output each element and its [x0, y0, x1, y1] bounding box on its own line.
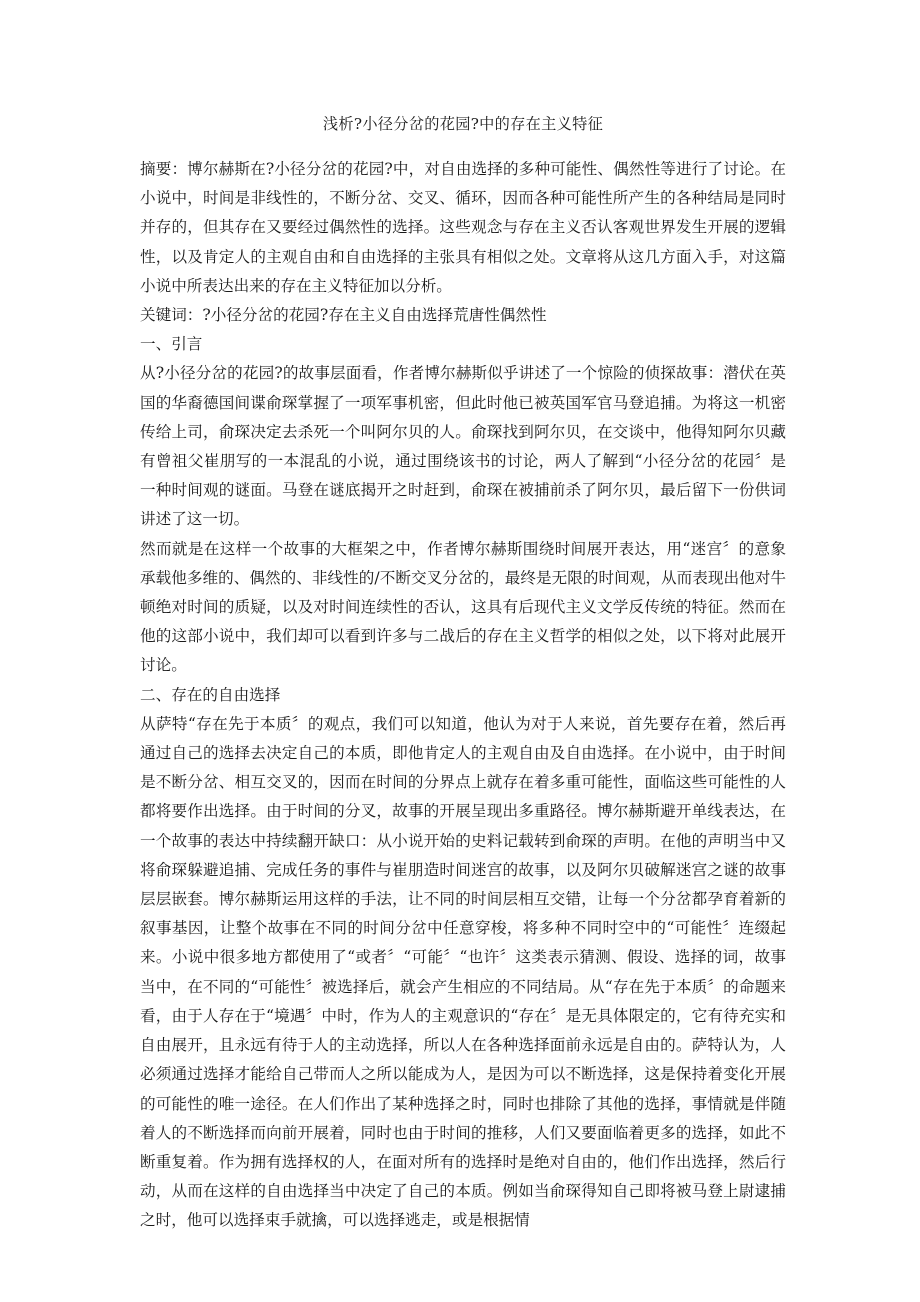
- section-heading-free-choice: 二、存在的自由选择: [140, 685, 281, 704]
- section-heading-introduction: 一、引言: [140, 335, 203, 354]
- introduction-paragraph-1: 从?小径分岔的花园?的故事层面看，作者博尔赫斯似乎讲述了一个惊险的侦探故事：潜伏在英国的华裔德国间谍俞琛掌握了一项军事机密，但此时他已被英国军官马登追捕。为将这一机密传给上司，俞琛决定去杀死一个叫阿尔贝的人。俞琛找到阿尔贝，在交谈中，他得知阿尔贝藏有曾祖父崔朋写的一本混乱的小说，通过围绕该书的讨论，两人了解到“小径分岔的花园〞是一种时间观的谜面。马登在谜底揭开之时赶到，俞琛在被捕前杀了阿尔贝，最后留下一份供词讲述了这一切。: [140, 364, 786, 529]
- abstract-paragraph: 摘要：博尔赫斯在?小径分岔的花园?中，对自由选择的多种可能性、偶然性等进行了讨论。在小说中，时间是非线性的，不断分岔、交叉、循环，因而各种可能性所产生的各种结局是同时并存的，但其存在又要经过偶然性的选择。这些观念与存在主义否认客观世界发生开展的逻辑性，以及肯定人的主观自由和自由选择的主张具有相似之处。文章将从这几方面入手，对这篇小说中所表达出来的存在主义特征加以分析。: [140, 160, 786, 295]
- document-body: [140, 112, 786, 1236]
- page-title: 浅析?小径分岔的花园?中的存在主义特征: [322, 115, 604, 133]
- keywords-line: 关键词：?小径分岔的花园?存在主义自由选择荒唐性偶然性: [140, 306, 547, 325]
- free-choice-paragraph-1: 从萨特“存在先于本质〞的观点，我们可以知道，他认为对于人来说，首先要存在着，然后再通过自己的选择去决定自己的本质，即他肯定人的主观自由及自由选择。在小说中，由于时间是不断分岔、相互交叉的，因而在时间的分界点上就存在着多重可能性，面临这些可能性的人都将要作出选择。由于时间的分叉，故事的开展呈现出多重路径。博尔赫斯避开单线表达，在一个故事的表达中持续翻开缺口：从小说开始的史料记载转到俞琛的声明。在他的声明当中又将俞琛躲避追捕、完成任务的事件与崔朋造时间迷宫的故事，以及阿尔贝破解迷宫之谜的故事层层嵌套。博尔赫斯运用这样的手法，让不同的时间层相互交错，让每一个分岔都孕育着新的叙事基因，让整个故事在不同的时间分岔中任意穿梭，将多种不同时空中的“可能性〞连缀起来。小说中很多地方都使用了“或者〞“可能〞“也许〞这类表示猜测、假设、选择的词，故事当中，在不同的“可能性〞被选择后，就会产生相应的不同结局。从“存在先于本质〞的命题来看，由于人存在于“境遇〞中时，作为人的主观意识的“存在〞是无具体限定的，它有待充实和自由展开，且永远有待于人的主动选择，所以人在各种选择面前永远是自由的。萨特认为，人必须通过选择才能给自己带而人之所以能成为人，是因为可以不断选择，这是保持着变化开展的可能性的唯一途径。在人们作出了某种选择之时，同时也排除了其他的选择，事情就是伴随着人的不断选择而向前开展着，同时也由于时间的推移，人们又要面临着更多的选择，如此不断重复着。作为拥有选择权的人，在面对所有的选择时是绝对自由的，他们作出选择，然后行动，从而在这样的自由选择当中决定了自己的本质。例如当俞琛得知自己即将被马登上尉逮捕之时，他可以选择束手就擒，可以选择逃走，或是根据情: [140, 714, 786, 1230]
- introduction-paragraph-2: 然而就是在这样一个故事的大框架之中，作者博尔赫斯围绕时间展开表达，用“迷宫〞的意象承载他多维的、偶然的、非线性的/不断交叉分岔的，最终是无限的时间观，从而表现出他对牛顿绝对时间的质疑，以及对时间连续性的否认，这具有后现代主义文学反传统的特征。然而在他的这部小说中，我们却可以看到许多与二战后的存在主义哲学的相似之处，以下将对此展开讨论。: [140, 539, 786, 675]
